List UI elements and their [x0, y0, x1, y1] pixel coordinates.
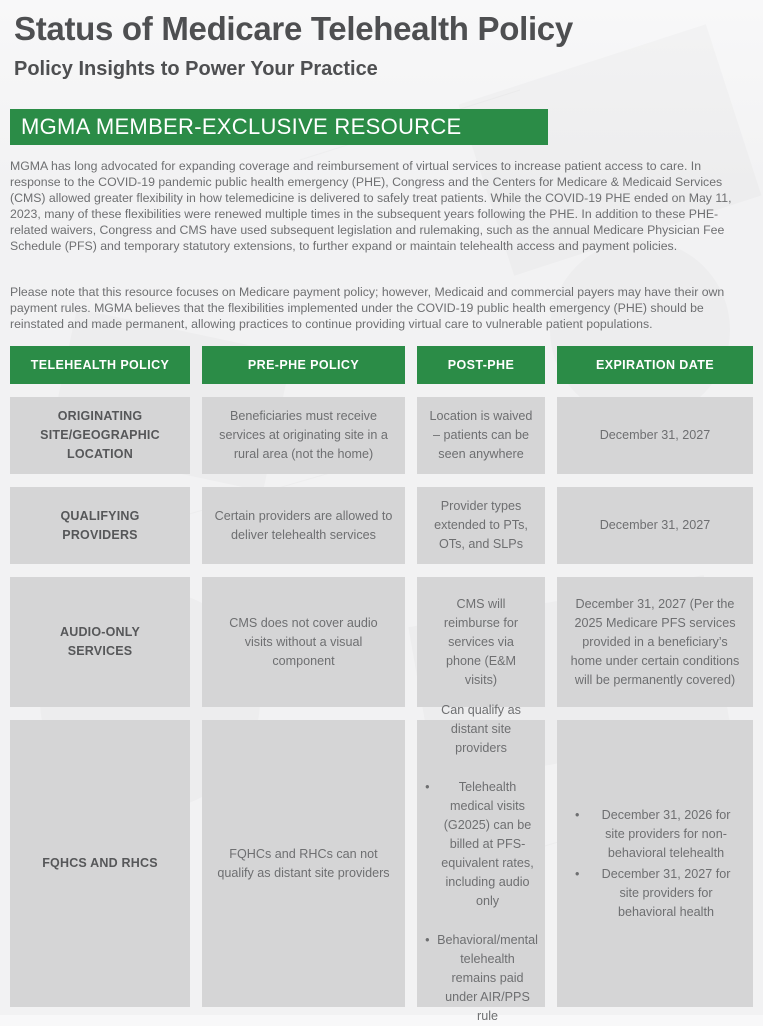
banner-label: MGMA MEMBER-EXCLUSIVE RESOURCE [21, 114, 462, 139]
row-qualifying-providers-post-phe: Provider types extended to PTs, OTs, and SLPs [417, 487, 545, 564]
row-audio-only-pre-phe: CMS does not cover audio visits without a visual component [202, 577, 405, 707]
row-fqhcs-rhcs-policy: FQHCS AND RHCS [10, 720, 190, 1007]
intro-paragraph-1: MGMA has long advocated for expanding coverage and reimbursement of virtual services to increase patient access to care. In response to the COVID-19 pandemic public health emergency (PHE), Congress and the Centers for Medicare & Medicaid Services (CMS) allowed greater flexibility in how telemedicine is delivered to safely treat patients. While the COVID-19 PHE ended on May 11, 2023, many of these flexibilities were renewed multiple times in the subsequent years following the PHE. In addition to these PHE-related waivers, Congress and CMS have used subsequent legislation and rulemaking, such as the annual Medicare Physician Fee Schedule (PFS) and temporary statutory extensions, to further expand or maintain telehealth access and payment policies. [10, 159, 732, 253]
post-phe-bullet-list [424, 758, 538, 1026]
row-fqhcs-rhcs-expiration [557, 720, 753, 1007]
intro-paragraph-2: Please note that this resource focuses on Medicare payment policy; however, Medicaid and commercial payers may have their own payment rules. MGMA believes that the flexibilities implemented under the COVID-19 public health emergency (PHE) should be reinstated and made permanent, allowing practices to continue providing virtual care to vulnerable patient populations. [10, 285, 725, 331]
column-header-pre-phe-policy: PRE-PHE POLICY [202, 346, 405, 384]
column-header-post-phe: POST-PHE [417, 346, 545, 384]
row-qualifying-providers-policy: QUALIFYING PROVIDERS [10, 487, 190, 564]
bullet-item: • Telehealth medical visits (G2025) can be billed at PFS-equivalent rates, including audio only [424, 778, 538, 911]
bullet-item: • December 31, 2026 for site providers for non-behavioral telehealth [569, 806, 741, 863]
page-subtitle: Policy Insights to Power Your Practice [14, 58, 378, 80]
row-originating-site-pre-phe: Beneficiaries must receive services at originating site in a rural area (not the home) [202, 397, 405, 474]
row-qualifying-providers-pre-phe: Certain providers are allowed to deliver telehealth services [202, 487, 405, 564]
expiration-bullet-list [569, 806, 741, 922]
bullet-item: • Behavioral/mental telehealth remains paid under AIR/PPS rule [424, 931, 538, 1026]
post-phe-intro-text: Can qualify as distant site providers [441, 703, 521, 755]
row-audio-only-policy: AUDIO-ONLY SERVICES [10, 577, 190, 707]
telehealth-policy-table [10, 346, 753, 1023]
page-title: Status of Medicare Telehealth Policy [14, 10, 573, 47]
row-originating-site-policy: ORIGINATING SITE/GEOGRAPHIC LOCATION [10, 397, 190, 474]
row-originating-site-post-phe: Location is waived – patients can be seen anywhere [417, 397, 545, 474]
row-audio-only-post-phe: CMS will reimburse for services via phone (E&M visits) [417, 577, 545, 707]
column-header-expiration-date: EXPIRATION DATE [557, 346, 753, 384]
row-originating-site-expiration: December 31, 2027 [557, 397, 753, 474]
row-fqhcs-rhcs-post-phe [417, 703, 545, 1023]
member-exclusive-banner [10, 109, 548, 145]
row-fqhcs-rhcs-pre-phe: FQHCs and RHCs can not qualify as distant site providers [202, 720, 405, 1007]
row-qualifying-providers-expiration: December 31, 2027 [557, 487, 753, 564]
row-audio-only-expiration: December 31, 2027 (Per the 2025 Medicare PFS services provided in a beneficiary’s home under certain conditions will be permanently covered) [557, 577, 753, 707]
column-header-telehealth-policy: TELEHEALTH POLICY [10, 346, 190, 384]
bullet-item: • December 31, 2027 for site providers for behavioral health [569, 865, 741, 922]
